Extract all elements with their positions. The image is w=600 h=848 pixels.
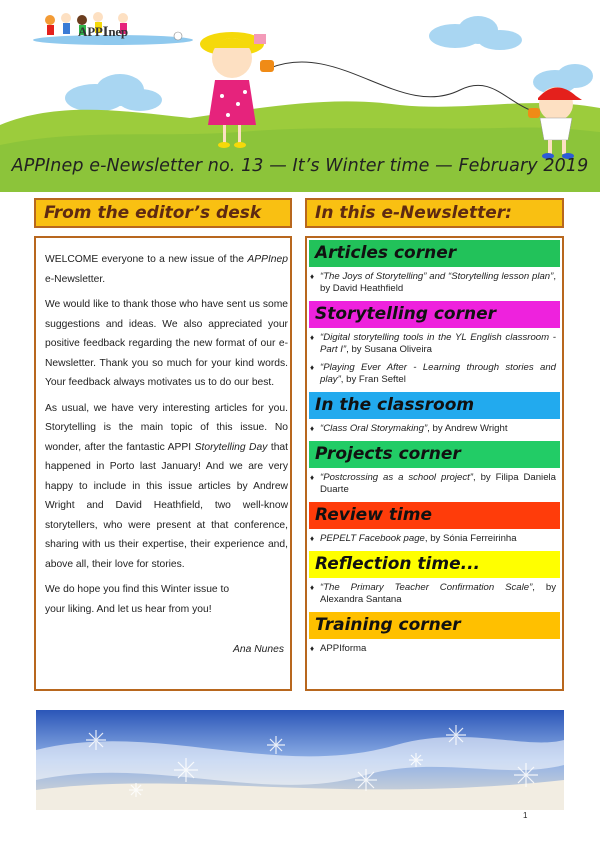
diamond-bullet-icon: ♦ bbox=[310, 333, 315, 342]
contents-list bbox=[305, 236, 564, 691]
article-title: PEPELT Facebook page bbox=[320, 533, 425, 544]
toc-article-item[interactable] bbox=[309, 362, 560, 386]
toc-section-heading: Reflection time... bbox=[309, 551, 560, 578]
diamond-bullet-icon: ♦ bbox=[310, 473, 315, 482]
page-number: 1 bbox=[523, 811, 528, 820]
toc-article-item[interactable] bbox=[309, 332, 560, 356]
toc-article-item[interactable] bbox=[309, 423, 560, 435]
toc-article-item[interactable] bbox=[309, 533, 560, 545]
article-title: “Digital storytelling tools in the YL English classroom - Part I” bbox=[320, 332, 556, 355]
editor-signature: Ana Nunes bbox=[233, 644, 284, 655]
toc-article-item[interactable] bbox=[309, 472, 560, 496]
newsletter-title: APPInep e-Newsletter no. 13 — It’s Winter time — February 2019 bbox=[11, 156, 589, 176]
editor-section-heading: From the editor’s desk bbox=[34, 198, 292, 228]
toc-article-item[interactable] bbox=[309, 582, 560, 606]
editor-paragraph: WELCOME everyone to a new issue of the APPInep e-Newsletter. bbox=[45, 254, 288, 285]
diamond-bullet-icon: ♦ bbox=[310, 424, 315, 433]
article-title: “Playing Ever After - Learning through stories and play” bbox=[320, 362, 556, 385]
article-author: , by David Heathfield bbox=[320, 271, 556, 294]
article-title: “The Joys of Storytelling” and “Storytelling lesson plan” bbox=[320, 271, 554, 282]
article-title: “The Primary Teacher Confirmation Scale” bbox=[320, 582, 533, 593]
logo-wordmark: APPInep bbox=[78, 24, 128, 40]
editor-paragraph: We would like to thank those who have sent us some suggestions and ideas. We also appreciated your positive feedback regarding the new format of our e-Newsletter. Thank you so much for your kind words. Your feedback always motivates us to do our best. bbox=[45, 299, 288, 388]
toc-section-heading: Storytelling corner bbox=[309, 301, 560, 328]
toc-section-heading: Articles corner bbox=[309, 240, 560, 267]
article-title: “Postcrossing as a school project” bbox=[320, 472, 473, 483]
editor-paragraph: As usual, we have very interesting articles for you. Storytelling is the main topic of this issue. No wonder, after the fantastic APPI Storytelling Day that happened in Porto last January! And we are very happy to include in this issue articles by Andrew Wright and David Heathfield, two well-know storytellers, who were present at that conference, sharing with us their expertise, their experience and, above all, their love for stories. bbox=[45, 402, 289, 570]
contents-section-heading: In this e-Newsletter: bbox=[305, 198, 564, 228]
article-author: , by Susana Oliveira bbox=[346, 344, 432, 355]
toc-article-item[interactable] bbox=[309, 643, 560, 655]
diamond-bullet-icon: ♦ bbox=[310, 272, 315, 281]
article-title: “Class Oral Storymaking” bbox=[320, 423, 428, 434]
editor-paragraph: We do hope you find this Winter issue to your liking. And let us hear from you! bbox=[45, 584, 230, 615]
article-author: , by Filipa Daniela Duarte bbox=[320, 472, 556, 495]
toc-section-heading: Training corner bbox=[309, 612, 560, 639]
toc-section-heading: In the classroom bbox=[309, 392, 560, 419]
diamond-bullet-icon: ♦ bbox=[310, 363, 315, 372]
article-author: , by Sónia Ferreirinha bbox=[424, 533, 517, 544]
toc-article-item[interactable] bbox=[309, 271, 560, 295]
article-author: , by Fran Seftel bbox=[340, 374, 406, 385]
toc-section-heading: Projects corner bbox=[309, 441, 560, 468]
editor-letter bbox=[34, 236, 292, 691]
article-author: APPIforma bbox=[320, 643, 367, 654]
article-author: , by Alexandra Santana bbox=[320, 582, 557, 605]
winter-snowflake-banner bbox=[36, 710, 564, 810]
diamond-bullet-icon: ♦ bbox=[310, 644, 315, 653]
toc-section-heading: Review time bbox=[309, 502, 560, 529]
diamond-bullet-icon: ♦ bbox=[310, 583, 315, 592]
article-author: , by Andrew Wright bbox=[427, 423, 508, 434]
diamond-bullet-icon: ♦ bbox=[310, 534, 315, 543]
